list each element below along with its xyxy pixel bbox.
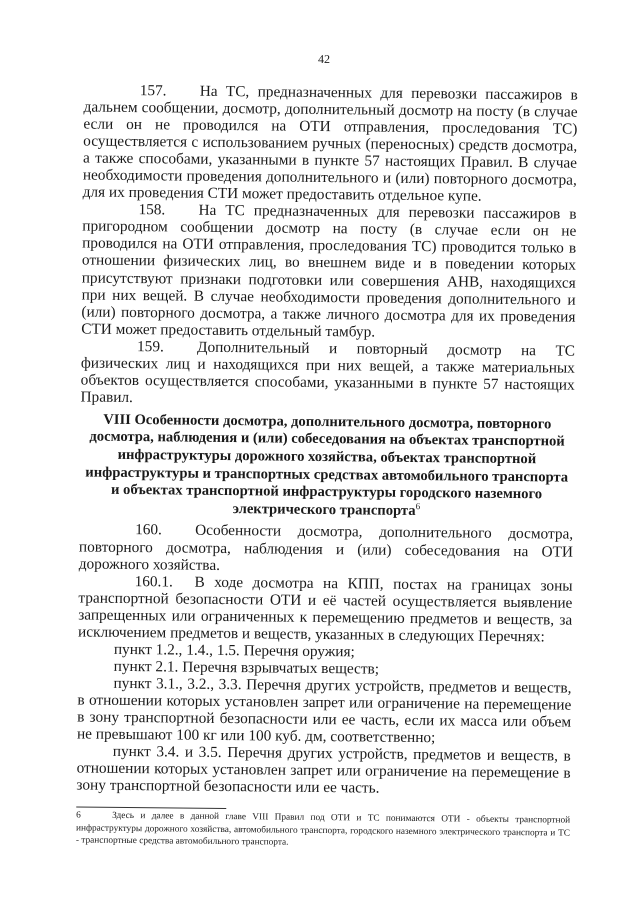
- section-heading-text: VIII Особенности досмотра, дополнительного досмотра, повторного досмотра, наблюдения и (или) собеседования на объектах транспортной инфраструктуры дорожного хозяйства, объектах транспортной инфраструктуры и транспортных средствах автомобильного транспорта и объектах транспортной инфраструктуры городского наземного электрического транспорта: [85, 411, 569, 519]
- paragraph-number: 160.: [135, 521, 163, 539]
- paragraph-text: Дополнительный и повторный досмотр на ТС физических лиц и находящихся при них вещей, а также материальных объектов осуществляется способами, указанными в пункте 57 настоящих Правил.: [80, 338, 576, 406]
- footnote-text: Здесь и далее в данной главе VIII Правил под ОТИ и ТС понимаются ОТИ - объекты транспортной инфраструктуры дорожного хозяйства, автомобильного транспорта, городского наземного электрического транспорта и ТС - транспортные средства автомобильного транспорта.: [75, 810, 571, 848]
- section-heading: [79, 411, 574, 522]
- paragraph-160-1: [78, 572, 573, 645]
- list-item: пункт 3.1., 3.2., 3.3. Перечня других устройств, предметов и веществ, в отношении которых установлен запрет или ограничение на перемещение в зону транспортной безопасности или ее часть, если их масса или объем не превышают 100 кг или 100 куб. дм, соответственно;: [76, 674, 572, 747]
- footnote-mark: 6: [76, 810, 81, 821]
- paragraph-text: На ТС предназначенных для перевозки пассажиров в пригородном сообщении досмотр на посту (в случае если он не проводился на ОТИ отправления, проследования ТС) проводится только в отношении физических лиц, во внешнем виде и в поведении которых присутствуют признаки подготовки или совершения АНВ, находящихся при них вещей. В случае необходимости проведения дополнительного и (или) повторного досмотра, а также личного досмотра для их проведения СТИ может предоставить отдельный тамбур.: [81, 202, 577, 341]
- paragraph-text: В ходе досмотра на КПП, постах на границах зоны транспортной безопасности ОТИ и её частей осуществляется выявление запрещенных или ограниченных к перемещению предметов и веществ, за исключением предметов и веществ, указанных в следующих Перечнях:: [77, 573, 573, 646]
- list-item: пункт 1.2., 1.4., 1.5. Перечня оружия;: [113, 640, 355, 661]
- paragraph-157: [83, 82, 578, 206]
- paragraph-text: Особенности досмотра, дополнительного досмотра, повторного досмотра, наблюдения и (или) собеседования на ОТИ дорожного хозяйства.: [78, 522, 574, 574]
- paragraph-number: 159.: [136, 337, 164, 356]
- paragraph-number: 157.: [139, 82, 167, 100]
- paragraph-159: [80, 337, 575, 410]
- paragraph-number: 158.: [138, 201, 166, 219]
- list-item: пункт 3.4. и 3.5. Перечня других устройств, предметов и веществ, в отношении которых установлен запрет или ограничение на перемещение в зону транспортной безопасности или ее часть.: [76, 742, 571, 797]
- document-body: [76, 82, 577, 799]
- list-item: пункт 2.1. Перечня взрывчатых веществ;: [113, 657, 380, 678]
- paragraph-158: [81, 201, 576, 343]
- paragraph-text: На ТС, предназначенных для перевозки пассажиров в дальнем сообщении, досмотр, дополнительный досмотр на посту (в случае если он не проводился на ОТИ отправления, проследования ТС) осуществляется с использованием ручных (переносных) средств досмотра, а также способами, указанными в пункте 57 настоящих Правил. В случае необходимости проведения дополнительного и (или) повторного досмотра, для их проведения СТИ может предоставить отдельное купе.: [82, 82, 578, 205]
- paragraph-number: 160.1.: [134, 572, 173, 591]
- footnote-divider: [76, 806, 226, 809]
- paragraph-160: [79, 521, 574, 577]
- footnote-reference[interactable]: 6: [415, 501, 421, 512]
- footnote: [76, 809, 570, 852]
- page-number: 42: [318, 51, 331, 67]
